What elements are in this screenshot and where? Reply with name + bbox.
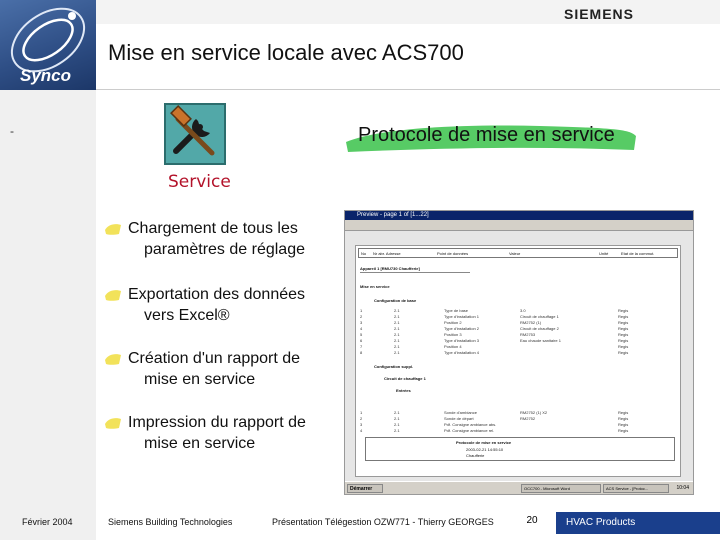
box-title: Protocole de mise en service bbox=[456, 440, 512, 445]
section-title: Entrées bbox=[396, 388, 411, 393]
bullet-line1: Création d'un rapport de bbox=[128, 350, 301, 367]
section-title: Configuration suppl. bbox=[374, 364, 414, 369]
section-subtitle: Protocole de mise en service bbox=[358, 124, 615, 146]
dash-mark: - bbox=[10, 124, 14, 138]
top-bar bbox=[96, 0, 720, 24]
bullet-line1: Exportation des données bbox=[128, 286, 306, 303]
bullet-line1: Impression du rapport de bbox=[128, 414, 306, 431]
table-row: 6 2.1 Type d'installation 3 Eau chaude sanitaire 1 Regis bbox=[360, 338, 629, 343]
bullet-marker-icon bbox=[104, 222, 122, 236]
box-client: Chaufferie bbox=[466, 453, 485, 458]
table-row: 1 2.1 Type de base 3.0 Regis bbox=[360, 308, 629, 313]
bullet-marker-icon bbox=[104, 288, 122, 302]
start-button[interactable]: Démarrer bbox=[347, 484, 383, 493]
preview-window-title: Preview - page 1 of [1...22] bbox=[345, 211, 693, 220]
col-no: No bbox=[361, 251, 367, 256]
table-row: 2 2.1 Sonde de départ RM2752 Regis bbox=[360, 416, 629, 421]
bullet-line2: mise en service bbox=[144, 371, 256, 388]
taskbar-item[interactable]: OCC700 - Microsoft Word bbox=[521, 484, 601, 493]
col-value: Valeur bbox=[509, 251, 521, 256]
table-row: 7 2.1 Position 4 Regis bbox=[360, 344, 629, 349]
box-date: 2003-02-21 14:55:10 bbox=[466, 447, 504, 452]
page-number: 20 bbox=[526, 515, 538, 526]
preview-toolbar bbox=[345, 220, 693, 231]
section-title: Circuit de chauffage 1 bbox=[384, 376, 426, 381]
siemens-logo: SIEMENS bbox=[563, 6, 634, 22]
table-row: 5 2.1 Position 3 RM2753 Regis bbox=[360, 332, 629, 337]
preview-screenshot bbox=[344, 210, 694, 495]
logo-text: Synco bbox=[20, 66, 72, 85]
section-title: Configuration de base bbox=[374, 298, 417, 303]
table-row: 2 2.1 Type d'installation 1 Circuit de chauffage 1 Regis bbox=[360, 314, 629, 319]
wrench-hammer-icon bbox=[164, 103, 226, 165]
table-row: 8 2.1 Type d'installation 4 Regis bbox=[360, 350, 629, 355]
title-divider bbox=[96, 89, 720, 90]
bullet-line2: mise en service bbox=[144, 435, 256, 452]
taskbar-clock: 10:04 bbox=[676, 485, 689, 491]
slide-title: Mise en service locale avec ACS700 bbox=[108, 40, 464, 65]
table-row: 3 2.1 Position 2 RM2752 (1) Regis bbox=[360, 320, 629, 325]
table-row: 1 2.1 Sonde d'ambiance RM2752 (1) X2 Regis bbox=[360, 410, 629, 415]
windows-taskbar bbox=[345, 481, 693, 494]
col-state: Etat de la commut. bbox=[621, 251, 655, 256]
bullet-marker-icon bbox=[104, 416, 122, 430]
table-row: 3 2.1 Pdf. Consigne ambiance abs. Regis bbox=[360, 422, 629, 427]
protocol-summary-box bbox=[365, 437, 675, 461]
col-unit: Unité bbox=[599, 251, 609, 256]
col-point: Point de données bbox=[437, 251, 469, 256]
col-addr: Nr abr. Adresse bbox=[373, 251, 401, 256]
section-title: Mise en service bbox=[360, 284, 390, 289]
footer-company: Siemens Building Technologies bbox=[108, 517, 233, 527]
table-row: 4 2.1 Type d'installation 2 Circuit de chauffage 2 Regis bbox=[360, 326, 629, 331]
synco-logo bbox=[0, 0, 96, 90]
divider bbox=[360, 272, 470, 273]
table-row: 4 2.1 Pdf. Consigne ambiance rel. Regis bbox=[360, 428, 629, 433]
footer-date: Février 2004 bbox=[22, 517, 73, 527]
bullet-marker-icon bbox=[104, 352, 122, 366]
taskbar-item[interactable]: ACS Service - [Protoc... bbox=[603, 484, 669, 493]
footer-product: HVAC Products bbox=[556, 512, 720, 534]
bullet-line2: vers Excel® bbox=[144, 307, 230, 324]
service-label: Service bbox=[168, 172, 231, 192]
appendix-title: Appareil 1 [RMU730 Chaufferie] bbox=[360, 266, 420, 271]
bullet-line1: Chargement de tous les bbox=[128, 220, 298, 237]
footer-presentation: Présentation Télégestion OZW771 - Thierry GEORGES bbox=[272, 517, 494, 527]
bullet-line2: paramètres de réglage bbox=[144, 241, 305, 258]
preview-table-header bbox=[358, 248, 678, 258]
